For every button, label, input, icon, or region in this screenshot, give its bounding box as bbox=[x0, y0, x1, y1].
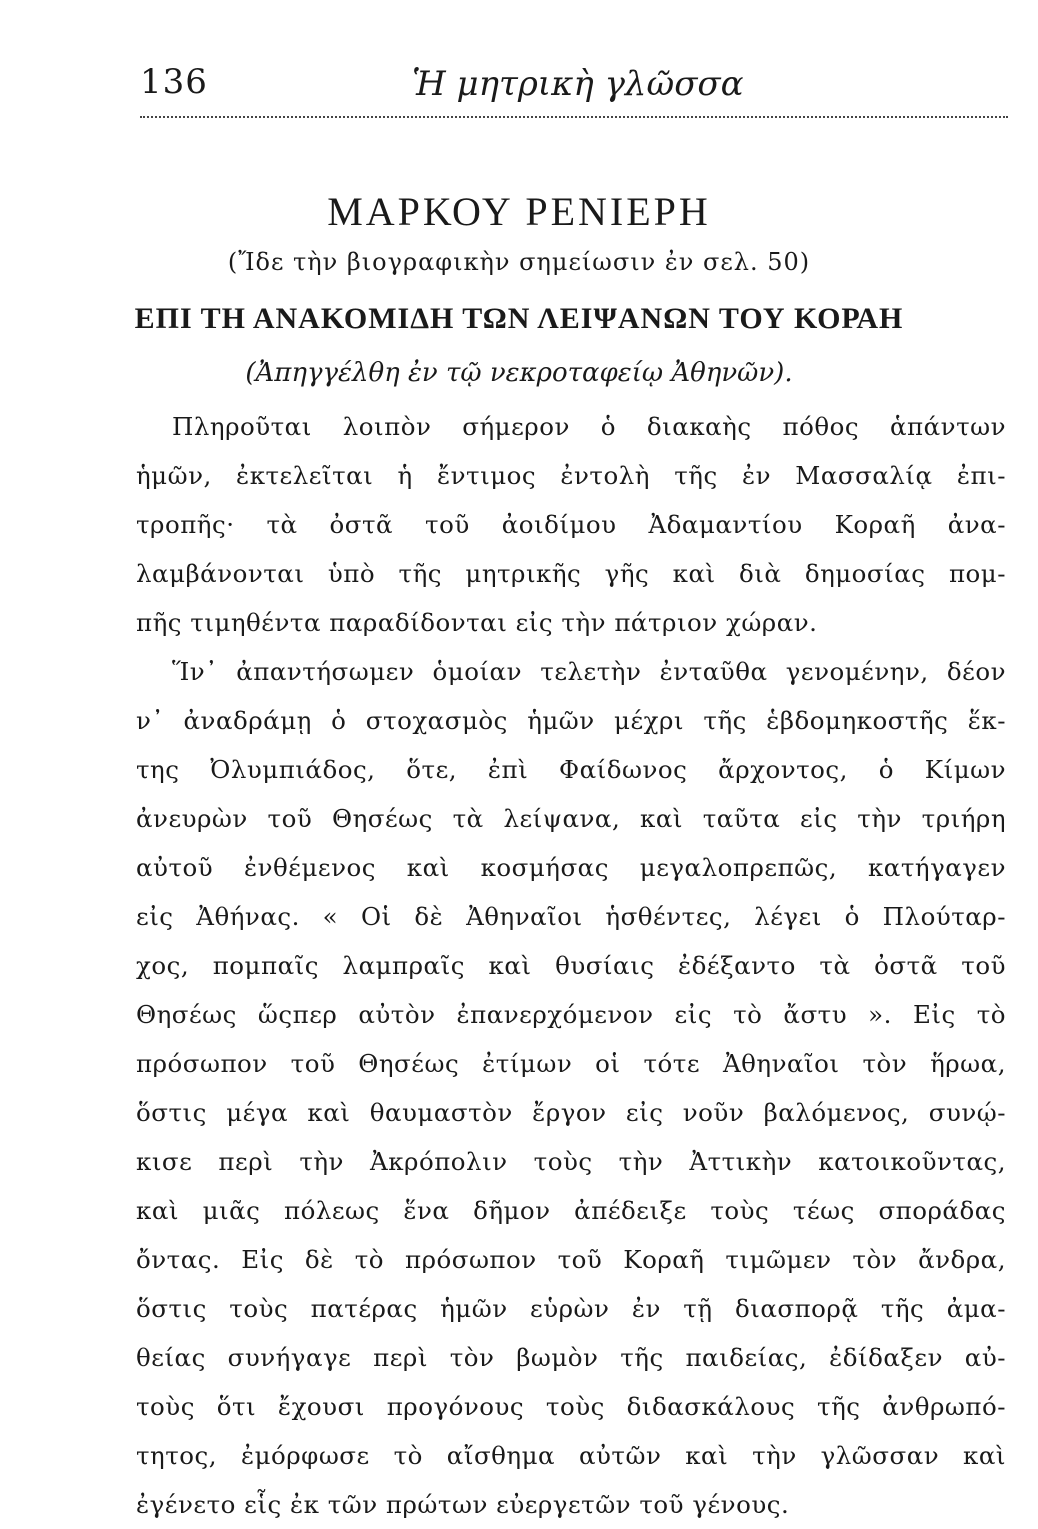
body-text bbox=[136, 402, 1006, 1529]
body-line: πῆς τιμηθέντα παραδίδονται εἰς τὴν πάτριον χώραν. bbox=[136, 608, 818, 637]
body-line: ἐγένετο εἷς ἐκ τῶν πρώτων εὐεργετῶν τοῦ γένους. bbox=[136, 1490, 790, 1519]
body-line: πρόσωπον τοῦ Θησέως ἐτίμων οἱ τότε Ἀθηναῖοι τὸν ἥρωα, bbox=[136, 1049, 1006, 1078]
author-heading: ΜΑΡΚΟΥ ΡΕΝΙΕΡΗ bbox=[327, 189, 711, 234]
running-head bbox=[140, 62, 1020, 110]
body-line: ν᾿ ἀναδράμῃ ὁ στοχασμὸς ἡμῶν μέχρι τῆς ἑβδομηκοστῆς ἕκ- bbox=[136, 706, 1006, 735]
speech-title: ΕΠΙ ΤΗ ΑΝΑΚΟΜΙΔΗ ΤΩΝ ΛΕΙΨΑΝΩΝ ΤΟΥ ΚΟΡΑΗ bbox=[134, 302, 904, 335]
body-line: ὅστις τοὺς πατέρας ἡμῶν εὑρὼν ἐν τῇ διασπορᾷ τῆς ἀμα- bbox=[136, 1294, 1006, 1323]
body-line: της Ὀλυμπιάδος, ὅτε, ἐπὶ Φαίδωνος ἄρχοντος, ὁ Κίμων bbox=[136, 755, 1006, 784]
body-line: λαμβάνονται ὑπὸ τῆς μητρικῆς γῆς καὶ διὰ δημοσίας πομ- bbox=[136, 559, 1006, 588]
body-line: Θησέως ὥςπερ αὐτὸν ἐπανερχόμενον εἰς τὸ ἄστυ ». Εἰς τὸ bbox=[136, 1000, 1006, 1029]
body-line: ὅστις μέγα καὶ θαυμαστὸν ἔργον εἰς νοῦν βαλόμενος, συνῴ- bbox=[136, 1098, 1006, 1127]
body-line: κισε περὶ τὴν Ἀκρόπολιν τοὺς τὴν Ἀττικὴν κατοικοῦντας, bbox=[136, 1147, 1006, 1176]
body-line: ἡμῶν, ἐκτελεῖται ἡ ἔντιμος ἐντολὴ τῆς ἐν Μασσαλίᾳ ἐπι- bbox=[136, 461, 1006, 490]
page-number: 136 bbox=[140, 62, 208, 102]
delivery-note: (Ἀπηγγέλθη ἐν τῷ νεκροταφείῳ Ἀθηνῶν). bbox=[245, 358, 793, 388]
body-line: τοὺς ὅτι ἔχουσι προγόνους τοὺς διδασκάλους τῆς ἀνθρωπό- bbox=[136, 1392, 1006, 1421]
body-line: ἀνευρὼν τοῦ Θησέως τὰ λείψανα, καὶ ταῦτα εἰς τὴν τριήρη bbox=[136, 804, 1006, 833]
body-line: Ἵν᾿ ἀπαντήσωμεν ὁμοίαν τελετὴν ἐνταῦθα γενομένην, δέον bbox=[172, 657, 1006, 686]
running-title: Ἡ μητρικὴ γλῶσσα bbox=[412, 64, 744, 104]
body-line: θείας συνήγαγε περὶ τὸν βωμὸν τῆς παιδείας, ἐδίδαξεν αὐ- bbox=[136, 1343, 1006, 1372]
body-line: τροπῆς· τὰ ὀστᾶ τοῦ ἀοιδίμου Ἀδαμαντίου Κοραῆ ἀνα- bbox=[136, 510, 1006, 539]
header-rule bbox=[140, 116, 1008, 118]
body-line: Πληροῦται λοιπὸν σήμερον ὁ διακαὴς πόθος ἁπάντων bbox=[172, 412, 1006, 441]
body-line: εἰς Ἀθήνας. « Οἱ δὲ Ἀθηναῖοι ἡσθέντες, λέγει ὁ Πλούταρ- bbox=[136, 902, 1006, 931]
body-line: χος, πομπαῖς λαμπραῖς καὶ θυσίαις ἐδέξαντο τὰ ὀστᾶ τοῦ bbox=[136, 951, 1006, 980]
body-line: αὐτοῦ ἐνθέμενος καὶ κοσμήσας μεγαλοπρεπῶς, κατήγαγεν bbox=[136, 853, 1006, 882]
body-line: ὄντας. Εἰς δὲ τὸ πρόσωπον τοῦ Κοραῆ τιμῶμεν τὸν ἄνδρα, bbox=[136, 1245, 1006, 1274]
reference-note: (Ἴδε τὴν βιογραφικὴν σημείωσιν ἐν σελ. 50) bbox=[227, 248, 811, 276]
body-line: καὶ μιᾶς πόλεως ἕνα δῆμον ἀπέδειξε τοὺς τέως σποράδας bbox=[136, 1196, 1006, 1225]
body-line: τητος, ἐμόρφωσε τὸ αἴσθημα αὐτῶν καὶ τὴν γλῶσσαν καὶ bbox=[136, 1441, 1006, 1470]
